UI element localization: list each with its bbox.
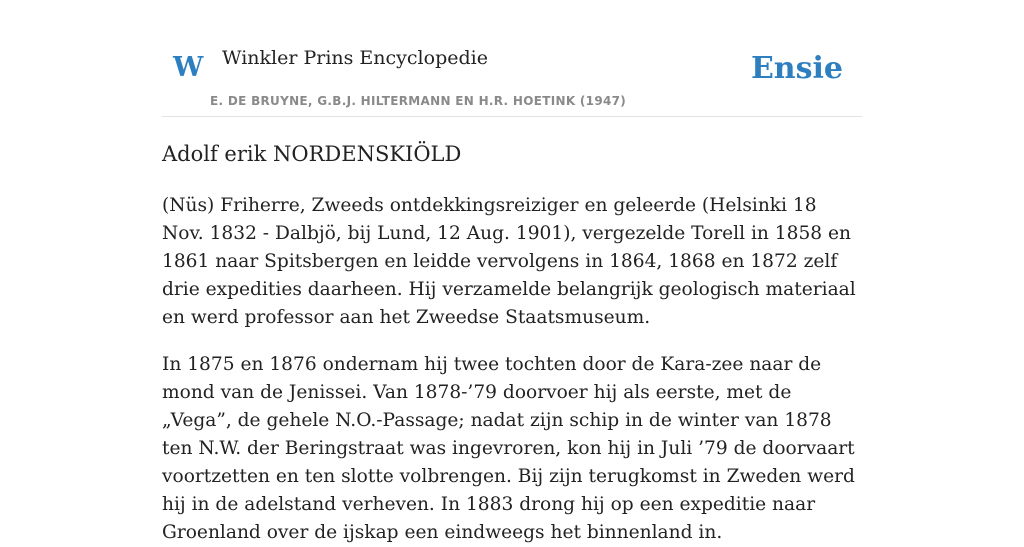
article-paragraph-1: (Nüs) Friherre, Zweeds ontdekkingsreiziger en geleerde (Helsinki 18 Nov. 1832 - Dalbjö, bij Lund, 12 Aug. 1901), vergezelde Torell in 1858 en 1861 naar Spitsbergen en leidde vervolgens in 1864, 1868 en 1872 zelf drie expedities daarheen. Hij verzamelde belangrijk geologisch materiaal en werd professor aan het Zweedse Staatsmuseum.: [162, 195, 856, 328]
article-title: Adolf erik NORDENSKIÖLD: [162, 142, 462, 166]
article-paragraph-2: In 1875 en 1876 ondernam hij twee tochten door de Kara-zee naar de mond van de Jenissei. Van 1878-’79 doorvoer hij als eerste, met de „Vega”, de gehele N.O.-Passage; nadat zijn schip in de winter van 1878 ten N.W. der Beringstraat was ingevroren, kon hij in Juli ’79 de doorvaart voortzetten en ten slotte volbrengen. Bij zijn terugkomst in Zweden werd hij in de adelstand verheven. In 1883 drong hij op een expeditie naar Groenland over de ijskap een eindweegs het binnenland in.: [162, 354, 855, 543]
site-logo[interactable]: W: [173, 52, 204, 83]
authors-line: E. DE BRUYNE, G.B.J. HILTERMANN EN H.R. HOETINK (1947): [210, 94, 627, 108]
article: [162, 137, 862, 547]
brand-logo[interactable]: Ensie: [750, 51, 843, 86]
site-title[interactable]: Winkler Prins Encyclopedie: [222, 47, 488, 69]
site-header: [162, 0, 862, 117]
